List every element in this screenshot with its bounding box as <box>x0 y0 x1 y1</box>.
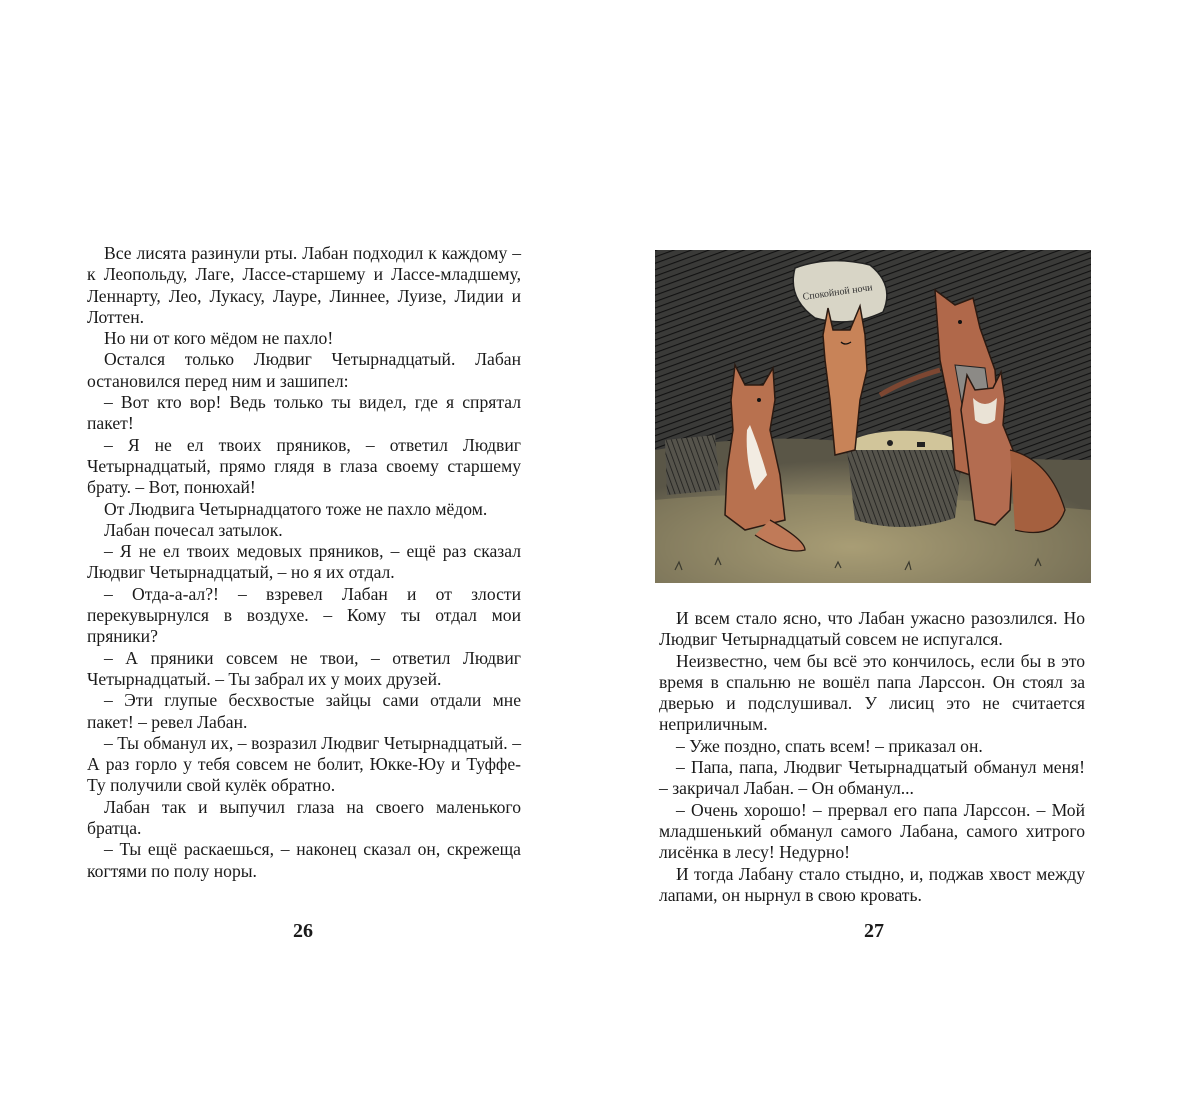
table-stump-body <box>847 450 963 527</box>
paragraph: – Уже поздно, спать всем! – приказал он. <box>676 735 983 756</box>
paragraph: – Ты обманул их, – возразил Людвиг Четырнадцатый. – А раз горло у тебя совсем не болит, Юкке-Юу и Туффе-Ту получили свой кулёк обратно. <box>87 732 521 796</box>
paragraph: – А пряники совсем не твои, – ответил Людвиг Четырнадцатый. – Ты забрал их у моих друзей. <box>87 647 521 689</box>
paragraph: Все лисята разинули рты. Лабан подходил к каждому – к Леопольду, Лаге, Лассе-старшему и Лассе-младшему, Леннарту, Лео, Лукасу, Лауре, Линнее, Луизе, Лидии и Лоттен. <box>87 243 521 327</box>
fox-den-illustration <box>655 250 1091 583</box>
paragraph: Неизвестно, чем бы всё это кончилось, если бы в это время в спальню не вошёл папа Ларссон. Он стоял за дверью и подслушивал. У лисиц это не считается неприличным. <box>659 650 1085 735</box>
paragraph: И всем стало ясно, что Лабан ужасно разозлился. Но Людвиг Четырнадцатый совсем не испугался. <box>659 608 1085 650</box>
paragraph: – Отда-а-ал?! – взревел Лабан и от злости перекувырнулся в воздухе. – Кому ты отдал мои пряники? <box>87 583 521 647</box>
paragraph: – Я не ел твоих пряников, – ответил Людвиг Четырнадцатый, прямо глядя в глаза своему старшему брату. – Вот, понюхай! <box>87 434 521 498</box>
page-number-left: 26 <box>293 920 313 942</box>
right-page <box>590 0 1179 1108</box>
paragraph: Но ни от кого мёдом не пахло! <box>104 328 334 349</box>
paragraph: – Ты ещё раскаешься, – наконец сказал он, скрежеща когтями по полу норы. <box>87 839 521 881</box>
paragraph: Лабан так и выпучил глаза на своего маленького братца. <box>87 796 521 839</box>
left-text <box>87 243 521 882</box>
paragraph: Остался только Людвиг Четырнадцатый. Лабан остановился перед ним и зашипел: <box>87 349 521 391</box>
illustration-svg <box>655 250 1091 583</box>
paragraph: И тогда Лабану стало стыдно, и, поджав хвост между лапами, он нырнул в свою кровать. <box>659 863 1085 905</box>
left-stump <box>665 435 720 495</box>
paragraph: – Папа, папа, Людвиг Четырнадцатый обманул меня! – закричал Лабан. – Он обманул... <box>659 757 1085 799</box>
paragraph: От Людвига Четырнадцатого тоже не пахло мёдом. <box>104 498 488 519</box>
paragraph: Лабан почесал затылок. <box>104 519 283 540</box>
paragraph: – Вот кто вор! Ведь только ты видел, где я спрятал пакет! <box>87 392 521 434</box>
right-text <box>659 608 1085 906</box>
sign-text: Спокойной ночи <box>802 282 874 303</box>
page-number-right: 27 <box>864 920 884 942</box>
paragraph: – Я не ел твоих медовых пряников, – ещё раз сказал Людвиг Четырнадцатый, – но я их отдал. <box>87 541 521 583</box>
paragraph: – Очень хорошо! – прервал его папа Ларссон. – Мой младшенький обманул самого Лабана, самого хитрого лисёнка в лесу! Недурно! <box>659 799 1085 863</box>
paragraph: – Эти глупые бесхвостые зайцы сами отдали мне пакет! – ревел Лабан. <box>87 690 521 732</box>
